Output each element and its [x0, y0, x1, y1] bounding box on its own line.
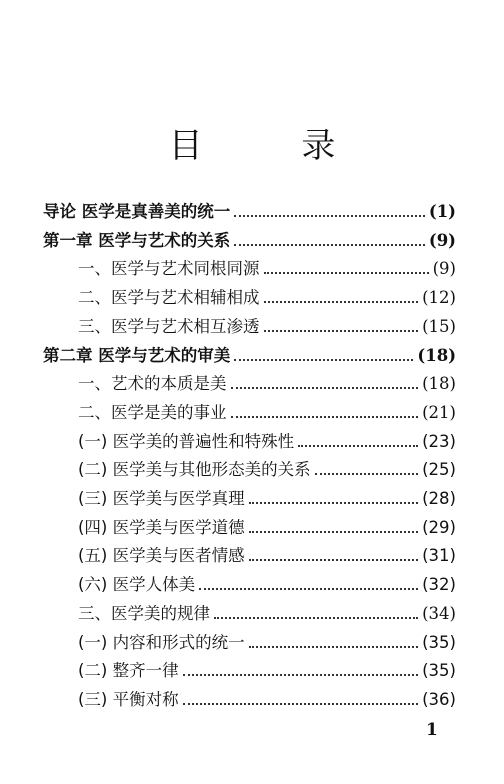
toc-entry-title: (二) 整齐一律	[78, 661, 179, 681]
toc-entry-title: (三) 平衡对称	[78, 689, 179, 709]
toc-entry-title: 一、艺术的本质是美	[78, 374, 227, 394]
dot-leader	[199, 588, 418, 590]
toc-entry-title: 第一章 医学与艺术的关系	[43, 230, 231, 250]
toc-entry-page: (29)	[422, 517, 456, 537]
toc-entry-title: 一、医学与艺术同根同源	[78, 259, 260, 279]
toc-entry-page: (1)	[428, 202, 456, 221]
dot-leader	[234, 215, 425, 217]
toc-entry-page: (34)	[422, 603, 456, 623]
toc-entry-title: 第二章 医学与艺术的审美	[43, 345, 231, 365]
toc-entry-page: (28)	[422, 489, 456, 508]
dot-leader	[249, 559, 419, 561]
toc-entry[interactable]	[78, 629, 456, 656]
dot-leader	[264, 301, 419, 303]
dot-leader	[264, 330, 419, 332]
toc-entry[interactable]	[78, 313, 456, 340]
toc-entry-page: (25)	[422, 460, 456, 480]
toc-entry[interactable]	[78, 514, 456, 541]
toc-entry-title: 三、医学与艺术相互渗透	[78, 316, 260, 336]
toc-entry-page: (9)	[428, 230, 456, 250]
toc-entry-page: (23)	[422, 431, 456, 451]
toc-entry-page: (18)	[422, 374, 456, 394]
toc-entry[interactable]	[78, 571, 456, 598]
toc-entry-page: (31)	[422, 546, 456, 566]
toc-entry-title: 三、医学美的规律	[78, 603, 210, 623]
toc-entry-page: (15)	[422, 316, 456, 336]
toc-entry[interactable]	[78, 657, 456, 684]
dot-leader	[315, 473, 419, 475]
toc-entry[interactable]	[78, 686, 456, 713]
toc-entry[interactable]	[78, 542, 456, 569]
dot-leader	[183, 703, 419, 705]
toc-entry-title: 二、医学是美的事业	[78, 402, 227, 422]
dot-leader	[231, 387, 419, 389]
toc-entry-title: (三) 医学美与医学真理	[78, 489, 245, 508]
page-title: 目 录	[168, 126, 380, 166]
dot-leader	[214, 617, 418, 619]
toc-entry[interactable]	[78, 255, 456, 282]
toc-entry[interactable]	[78, 456, 456, 483]
dot-leader	[249, 531, 419, 533]
toc-entry-page: (36)	[422, 689, 456, 709]
toc-entry[interactable]	[43, 227, 456, 254]
dot-leader	[234, 244, 425, 246]
toc-entry[interactable]	[78, 485, 456, 512]
toc-entry-page: (21)	[422, 402, 456, 422]
toc-entry-title: 导论 医学是真善美的统一	[43, 202, 231, 221]
dot-leader	[298, 445, 418, 447]
toc-entry[interactable]	[78, 399, 456, 426]
page-number: 1	[426, 720, 438, 740]
toc-entry-page: (12)	[422, 288, 456, 308]
toc-entry-title: (二) 医学美与其他形态美的关系	[78, 460, 311, 480]
toc-entry[interactable]	[78, 284, 456, 311]
toc-entry-page: (35)	[422, 661, 456, 681]
toc-entry-page: (35)	[422, 632, 456, 652]
toc-entry[interactable]	[78, 370, 456, 397]
dot-leader	[249, 646, 419, 648]
dot-leader	[234, 359, 413, 361]
toc-entry[interactable]	[78, 428, 456, 455]
toc-entry-title: (六) 医学人体美	[78, 575, 196, 595]
toc-entry[interactable]	[43, 342, 456, 369]
toc-entry-page: (18)	[417, 345, 456, 365]
toc-entry-title: (一) 内容和形式的统一	[78, 632, 245, 652]
toc-entry[interactable]	[43, 198, 456, 225]
dot-leader	[231, 416, 419, 418]
toc-entry-title: (五) 医学美与医者情感	[78, 546, 245, 566]
toc-entry-page: (32)	[422, 575, 456, 595]
toc-entry-page: (9)	[432, 259, 456, 279]
toc-entry-title: (四) 医学美与医学道德	[78, 517, 245, 537]
dot-leader	[264, 272, 429, 274]
toc-entry-title: (一) 医学美的普遍性和特殊性	[78, 431, 295, 451]
toc-entry-title: 二、医学与艺术相辅相成	[78, 288, 260, 308]
toc-entry[interactable]	[78, 600, 456, 627]
dot-leader	[249, 502, 419, 504]
dot-leader	[183, 674, 419, 676]
